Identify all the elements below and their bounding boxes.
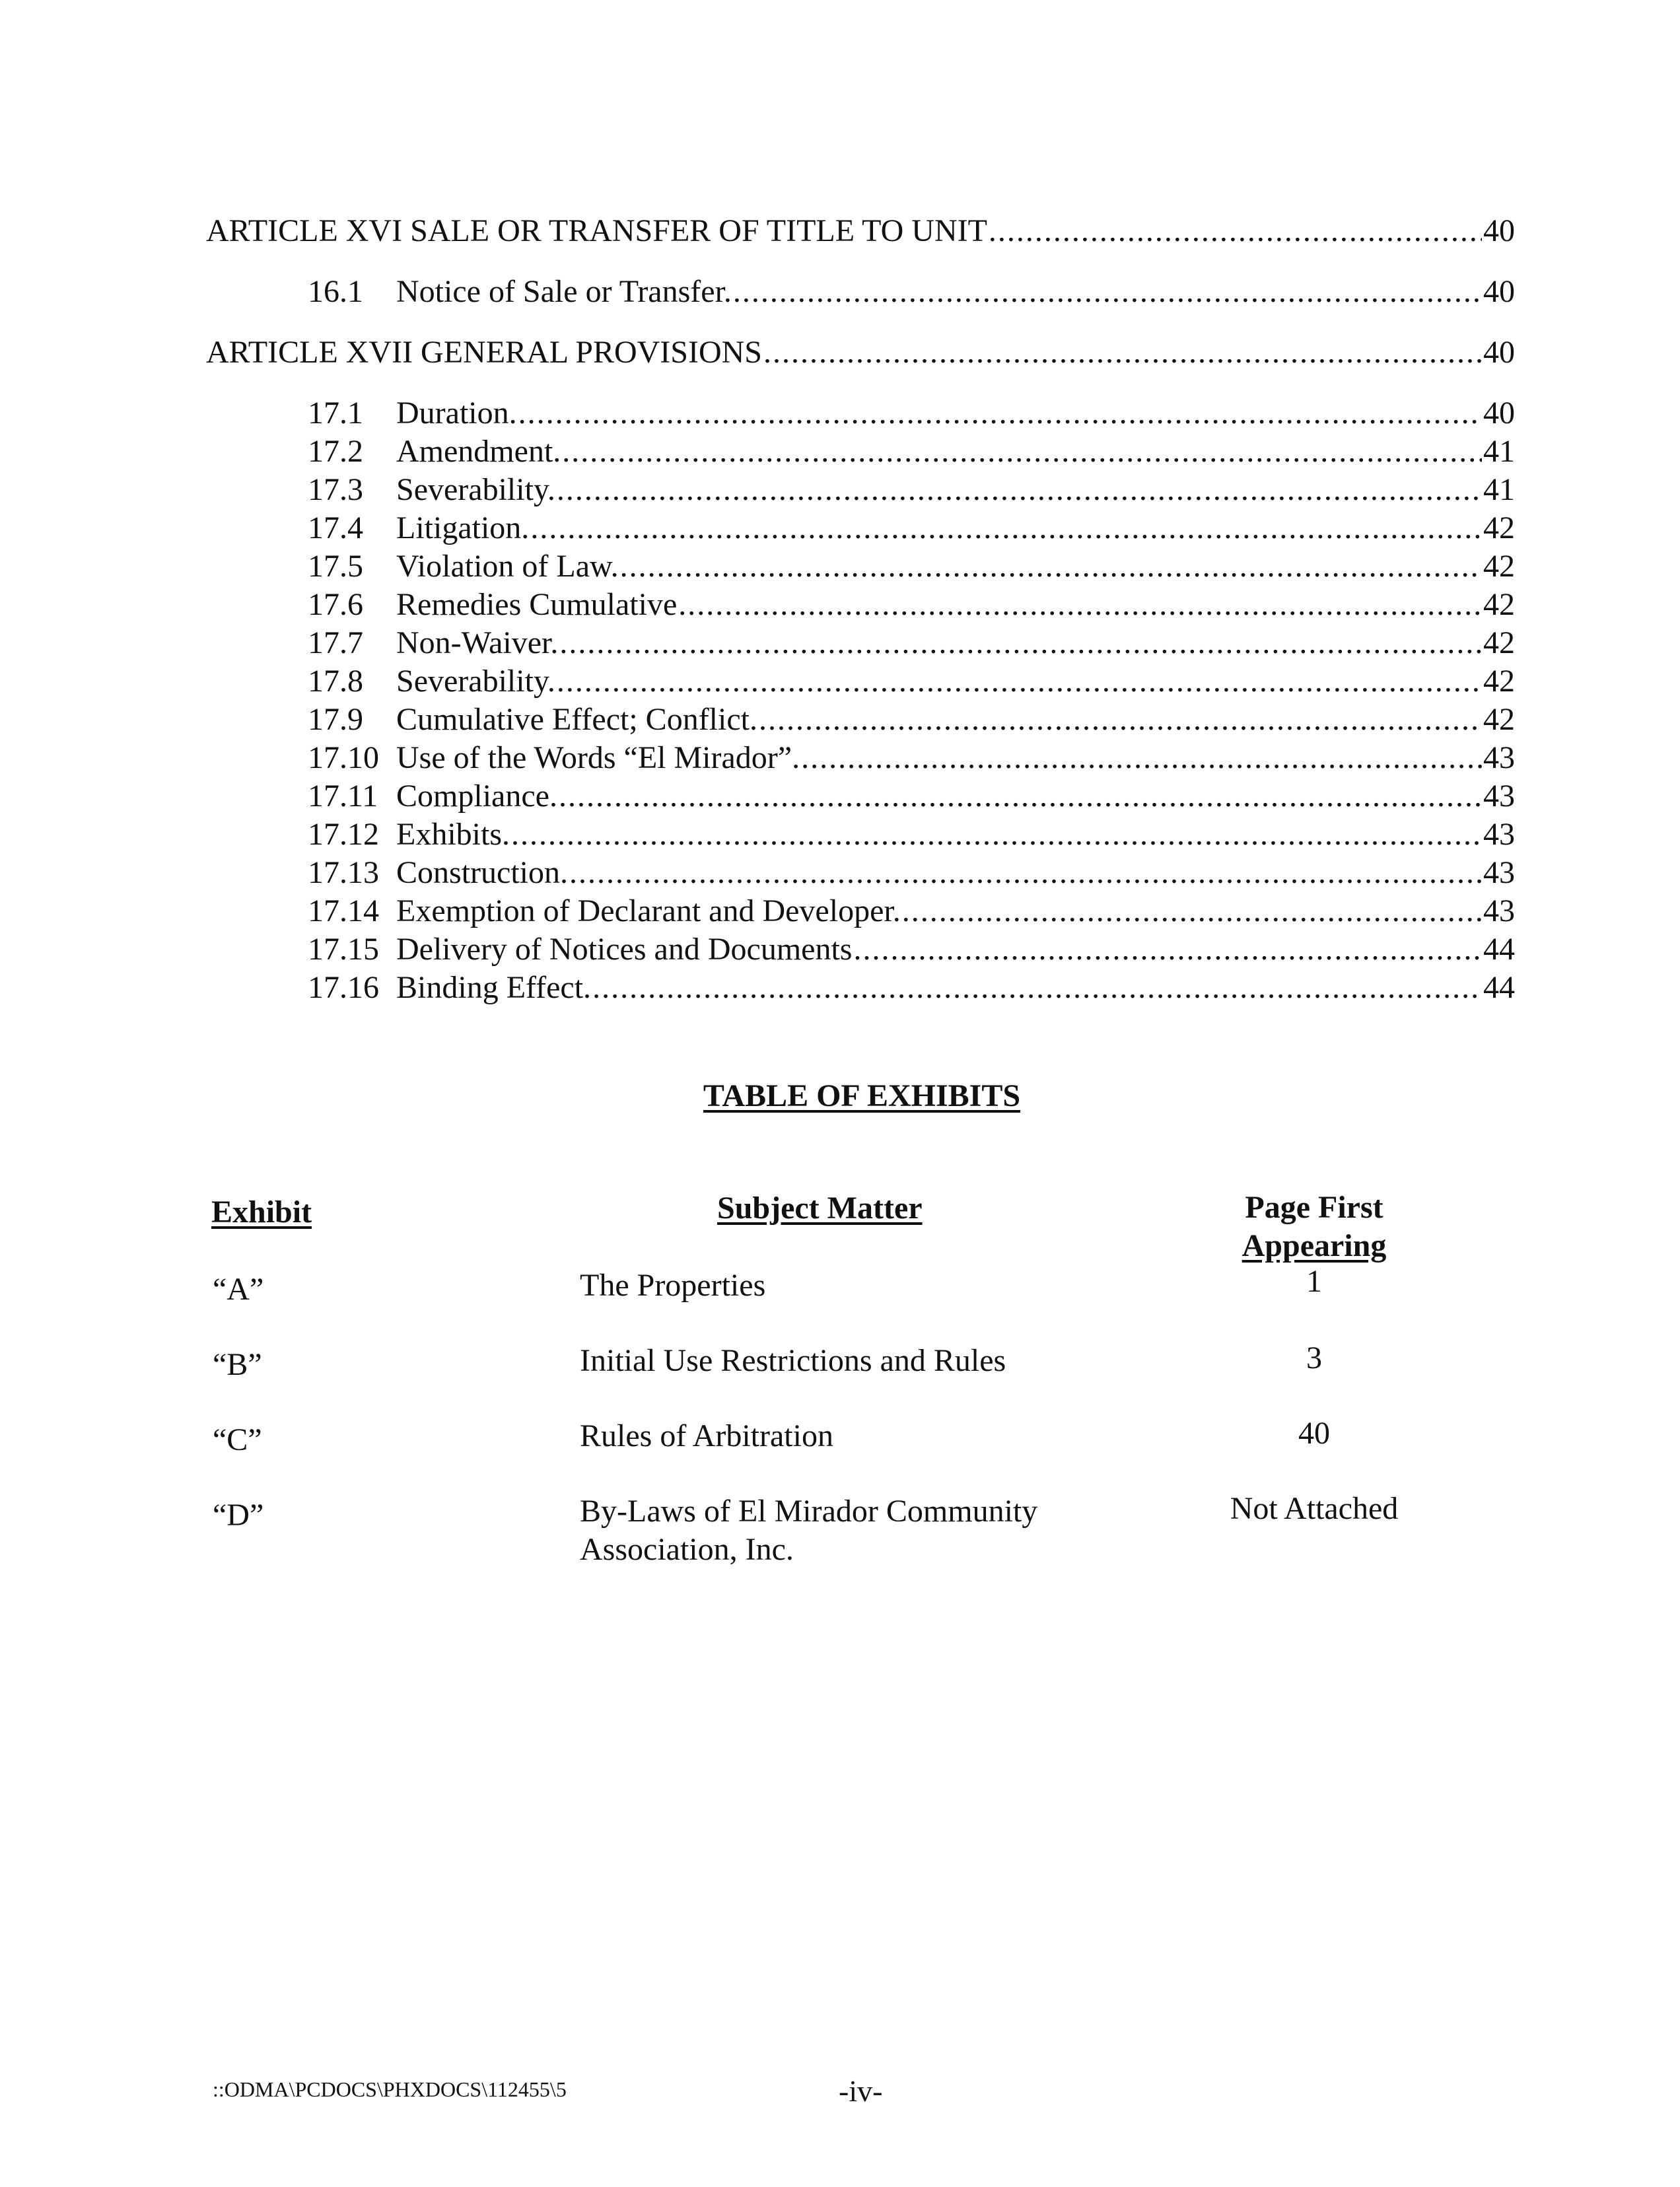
toc-entry-page: 42 bbox=[1483, 549, 1515, 584]
exhibit-subject-line: Association, Inc. bbox=[580, 1532, 794, 1567]
exhibit-subject-line: By-Laws of El Mirador Community bbox=[580, 1494, 1038, 1529]
toc-leader-dots bbox=[678, 586, 1482, 623]
toc-entry-page: 42 bbox=[1483, 625, 1515, 660]
toc-leader-dots bbox=[511, 816, 1482, 853]
toc-leader-dots bbox=[801, 740, 1482, 777]
toc-entry-label: Binding Effect. bbox=[396, 970, 592, 1005]
toc-entry-number: 17.13 bbox=[308, 855, 379, 890]
exhibit-subject-line: The Properties bbox=[580, 1268, 766, 1303]
toc-section-entry bbox=[308, 395, 1515, 432]
toc-section-entry bbox=[308, 701, 1515, 738]
exhibits-title: TABLE OF EXHIBITS bbox=[703, 1078, 1021, 1113]
toc-entry-number: 17.1 bbox=[308, 396, 363, 431]
toc-entry-label: Construction. bbox=[396, 855, 568, 890]
toc-entry-label: Delivery of Notices and Documents bbox=[396, 932, 853, 967]
toc-entry-number: 17.4 bbox=[308, 510, 363, 545]
toc-section-entry bbox=[308, 433, 1515, 470]
toc-leader-dots bbox=[853, 931, 1482, 968]
footer-document-path: ::ODMA\PCDOCS\PHXDOCS\112455\5 bbox=[213, 2077, 567, 2101]
toc-entry-label: Remedies Cumulative bbox=[396, 587, 678, 622]
toc-article-entry bbox=[206, 334, 1515, 371]
toc-entry-number: 17.3 bbox=[308, 472, 363, 507]
toc-section-entry bbox=[308, 931, 1515, 968]
exhibit-subject bbox=[580, 1267, 1174, 1305]
toc-entry-label: Notice of Sale or Transfer. bbox=[396, 274, 732, 309]
toc-entry-page: 43 bbox=[1483, 817, 1515, 852]
toc-entry-page: 42 bbox=[1483, 510, 1515, 545]
exhibit-subject-line: Initial Use Restrictions and Rules bbox=[580, 1343, 1006, 1378]
exhibit-letter: “A” bbox=[213, 1272, 264, 1307]
toc-entry-page: 44 bbox=[1483, 970, 1515, 1005]
toc-entry-number: 16.1 bbox=[308, 274, 363, 309]
toc-entry-number: 17.2 bbox=[308, 434, 363, 469]
toc-leader-dots bbox=[557, 471, 1482, 508]
toc-entry-label: Compliance. bbox=[396, 779, 557, 814]
exhibit-subject bbox=[580, 1342, 1174, 1380]
toc-entry-number: 17.14 bbox=[308, 893, 379, 928]
toc-entry-number: 17.10 bbox=[308, 740, 379, 775]
toc-entry-number: 17.8 bbox=[308, 664, 363, 699]
exhibit-subject bbox=[580, 1417, 1174, 1455]
exhibit-page: 40 bbox=[1298, 1416, 1330, 1451]
toc-leader-dots bbox=[559, 625, 1482, 662]
toc-section-entry bbox=[308, 969, 1515, 1006]
toc-leader-dots bbox=[557, 663, 1482, 700]
page-column-header bbox=[1202, 1189, 1426, 1265]
toc-entry-page: 42 bbox=[1483, 664, 1515, 699]
toc-leader-dots bbox=[763, 334, 1482, 371]
toc-leader-dots bbox=[559, 778, 1482, 815]
toc-entry-label: Amendment. bbox=[396, 434, 561, 469]
subject-column-header: Subject Matter bbox=[717, 1191, 923, 1226]
toc-entry-page: 40 bbox=[1483, 396, 1515, 431]
toc-entry-page: 42 bbox=[1483, 587, 1515, 622]
toc-section-entry bbox=[308, 778, 1515, 815]
page-header-line1: Page First bbox=[1245, 1190, 1383, 1225]
toc-section-entry bbox=[308, 273, 1515, 310]
toc-leader-dots bbox=[620, 548, 1482, 585]
exhibit-column-header: Exhibit bbox=[211, 1195, 312, 1230]
toc-entry-page: 40 bbox=[1483, 335, 1515, 370]
toc-leader-dots bbox=[518, 395, 1482, 432]
toc-leader-dots bbox=[902, 893, 1482, 930]
exhibit-letter: “D” bbox=[213, 1498, 264, 1533]
toc-entry-label: Exhibits. bbox=[396, 817, 510, 852]
toc-entry-number: 17.16 bbox=[308, 970, 379, 1005]
page-header-line2: Appearing bbox=[1242, 1228, 1387, 1263]
toc-leader-dots bbox=[592, 969, 1482, 1006]
toc-leader-dots bbox=[562, 433, 1482, 470]
toc-entry-label: Use of the Words “El Mirador”. bbox=[396, 740, 800, 775]
exhibit-letter: “C” bbox=[213, 1422, 262, 1457]
toc-section-entry bbox=[308, 586, 1515, 623]
toc-entry-page: 44 bbox=[1483, 932, 1515, 967]
exhibit-page: 3 bbox=[1306, 1340, 1322, 1375]
toc-section-entry bbox=[308, 510, 1515, 547]
toc-entry-number: 17.6 bbox=[308, 587, 363, 622]
toc-entry-label: ARTICLE XVII GENERAL PROVISIONS bbox=[206, 335, 762, 370]
toc-section-entry bbox=[308, 893, 1515, 930]
toc-entry-number: 17.9 bbox=[308, 702, 363, 737]
toc-entry-page: 40 bbox=[1483, 213, 1515, 248]
toc-entry-page: 42 bbox=[1483, 702, 1515, 737]
toc-leader-dots bbox=[569, 854, 1482, 891]
toc-section-entry bbox=[308, 471, 1515, 508]
toc-section-entry bbox=[308, 625, 1515, 662]
toc-entry-number: 17.15 bbox=[308, 932, 379, 967]
exhibit-page: Not Attached bbox=[1230, 1491, 1399, 1526]
toc-entry-label: Cumulative Effect; Conflict. bbox=[396, 702, 757, 737]
toc-entry-page: 43 bbox=[1483, 893, 1515, 928]
toc-entry-label: Violation of Law. bbox=[396, 549, 619, 584]
toc-entry-number: 17.7 bbox=[308, 625, 363, 660]
toc-section-entry bbox=[308, 548, 1515, 585]
exhibit-subject bbox=[580, 1492, 1174, 1569]
toc-section-entry bbox=[308, 663, 1515, 700]
toc-entry-page: 41 bbox=[1483, 434, 1515, 469]
toc-section-entry bbox=[308, 816, 1515, 853]
toc-leader-dots bbox=[989, 213, 1482, 250]
toc-entry-label: Severability. bbox=[396, 472, 555, 507]
toc-entry-page: 40 bbox=[1483, 274, 1515, 309]
toc-entry-label: Litigation. bbox=[396, 510, 530, 545]
toc-entry-label: Non-Waiver. bbox=[396, 625, 559, 660]
toc-leader-dots bbox=[530, 510, 1482, 547]
exhibit-page: 1 bbox=[1306, 1264, 1322, 1299]
exhibit-letter: “B” bbox=[213, 1347, 262, 1382]
toc-section-entry bbox=[308, 740, 1515, 777]
toc-entry-page: 43 bbox=[1483, 855, 1515, 890]
toc-entry-page: 43 bbox=[1483, 779, 1515, 814]
toc-article-entry bbox=[206, 213, 1515, 250]
toc-entry-label: Severability. bbox=[396, 664, 555, 699]
footer-page-number: -iv- bbox=[839, 2074, 883, 2108]
toc-entry-page: 41 bbox=[1483, 472, 1515, 507]
toc-section-entry bbox=[308, 854, 1515, 891]
toc-leader-dots bbox=[759, 701, 1482, 738]
toc-entry-label: Exemption of Declarant and Developer. bbox=[396, 893, 901, 928]
toc-entry-label: ARTICLE XVI SALE OR TRANSFER OF TITLE TO UNIT bbox=[206, 213, 987, 248]
toc-entry-label: Duration. bbox=[396, 396, 517, 431]
toc-entry-page: 43 bbox=[1483, 740, 1515, 775]
toc-entry-number: 17.11 bbox=[308, 779, 378, 814]
exhibit-subject-line: Rules of Arbitration bbox=[580, 1418, 833, 1453]
toc-entry-number: 17.12 bbox=[308, 817, 379, 852]
toc-leader-dots bbox=[733, 273, 1482, 310]
toc-entry-number: 17.5 bbox=[308, 549, 363, 584]
